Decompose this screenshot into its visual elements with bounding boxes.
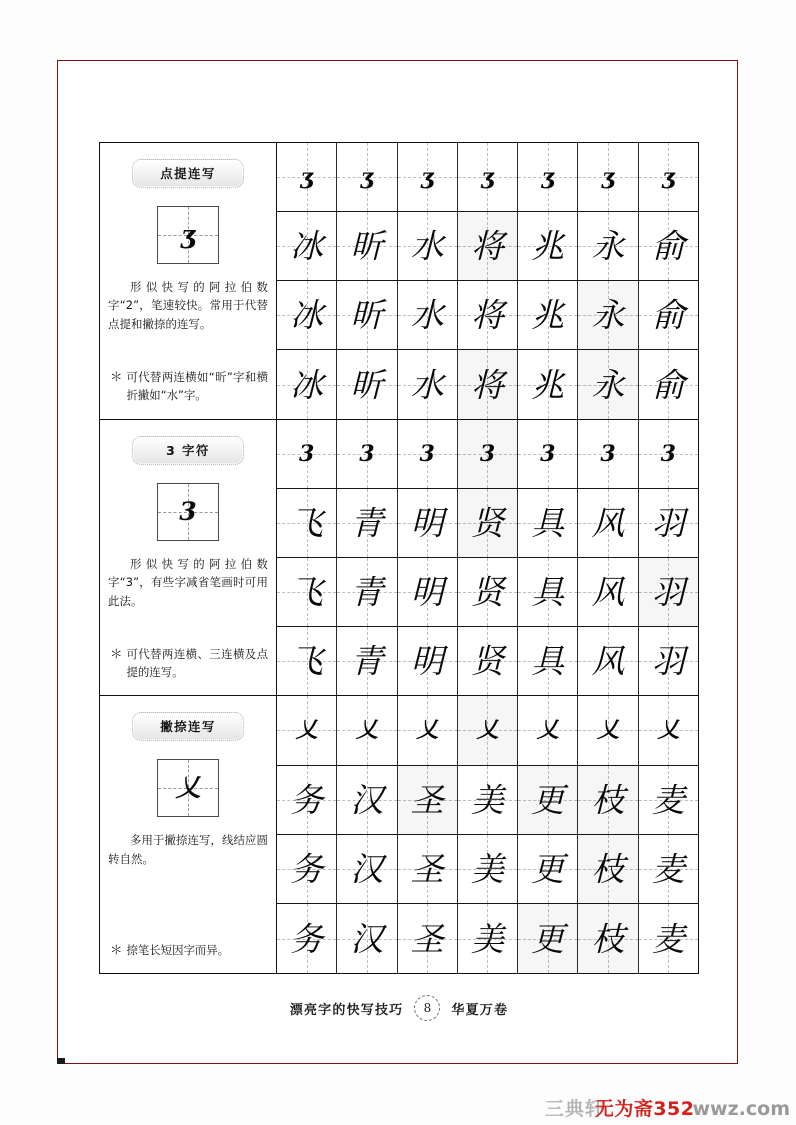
- practice-cell: [458, 489, 518, 557]
- practice-glyph: 羽: [651, 641, 685, 681]
- practice-glyph: 务: [290, 849, 324, 889]
- practice-cell: [578, 904, 638, 972]
- lesson-note: [110, 368, 268, 405]
- practice-cell: [578, 696, 638, 764]
- practice-glyph: 飞: [290, 641, 324, 681]
- practice-glyph: 乂: [295, 717, 318, 744]
- practice-glyph: 乂: [476, 717, 499, 744]
- practice-row-characters: [277, 558, 698, 627]
- asterisk-icon: ＊: [110, 941, 123, 957]
- practice-cell: [639, 835, 698, 903]
- practice-glyph: 冰: [290, 295, 324, 335]
- practice-glyph: 飞: [290, 503, 324, 543]
- practice-glyph: ʒ: [601, 164, 615, 191]
- practice-cell: [518, 904, 578, 972]
- practice-grid: [277, 696, 698, 973]
- practice-cell: [398, 904, 458, 972]
- lesson-info-column: [100, 696, 277, 973]
- practice-glyph: 具: [531, 641, 565, 681]
- practice-cell: [639, 766, 698, 834]
- practice-glyph: 贤: [470, 503, 504, 543]
- practice-cell: [277, 835, 337, 903]
- practice-cell: [398, 489, 458, 557]
- practice-row-characters: [277, 904, 698, 972]
- page-number-badge: 8: [414, 995, 440, 1021]
- watermark-site-name: 三典轩: [544, 1098, 605, 1120]
- practice-glyph: 贤: [470, 641, 504, 681]
- practice-glyph: 圣: [410, 849, 444, 889]
- practice-cell: [337, 627, 397, 695]
- badge-container: [108, 159, 268, 188]
- practice-row-characters: [277, 281, 698, 350]
- practice-glyph: ʒ: [541, 164, 555, 191]
- practice-cell: [337, 212, 397, 280]
- practice-glyph: 乂: [355, 717, 378, 744]
- practice-glyph: 俞: [651, 226, 685, 266]
- practice-table: [99, 142, 699, 974]
- practice-cell: [277, 766, 337, 834]
- practice-cell: [639, 558, 698, 626]
- practice-glyph: 贤: [470, 572, 504, 612]
- practice-cell: [518, 558, 578, 626]
- practice-row-stroke: [277, 143, 698, 212]
- stroke-demo-container: [108, 206, 268, 264]
- practice-cell: [458, 835, 518, 903]
- practice-glyph: 汉: [350, 919, 384, 959]
- practice-glyph: 飞: [290, 572, 324, 612]
- practice-row-characters: [277, 212, 698, 281]
- practice-cell: [337, 489, 397, 557]
- practice-glyph: 明: [410, 572, 444, 612]
- practice-cell: [337, 696, 397, 764]
- practice-glyph: ʒ: [300, 164, 313, 191]
- practice-cell: [518, 212, 578, 280]
- practice-glyph: 麦: [651, 919, 685, 959]
- practice-glyph: 圣: [410, 919, 444, 959]
- practice-cell: [277, 696, 337, 764]
- practice-cell: [458, 627, 518, 695]
- practice-row-characters: [277, 350, 698, 418]
- practice-cell: [518, 696, 578, 764]
- practice-glyph: 俞: [651, 295, 685, 335]
- practice-glyph: 3: [479, 440, 496, 467]
- practice-glyph: 乂: [657, 717, 680, 744]
- practice-glyph: 汉: [350, 849, 384, 889]
- lesson-info-column: [100, 420, 277, 696]
- practice-cell: [277, 212, 337, 280]
- asterisk-icon: ＊: [110, 369, 123, 385]
- practice-cell: [458, 350, 518, 418]
- practice-cell: [639, 281, 698, 349]
- practice-glyph: 具: [531, 503, 565, 543]
- lesson-description: 形似快写的阿拉伯数字“2”，笔速较快。常用于代替点提和撇捺的连写。: [108, 280, 268, 331]
- lesson-section: [100, 696, 698, 973]
- practice-cell: [337, 835, 397, 903]
- practice-cell: [578, 212, 638, 280]
- practice-glyph: 麦: [651, 849, 685, 889]
- practice-glyph: ʒ: [662, 164, 675, 191]
- practice-cell: [398, 212, 458, 280]
- practice-cell: [458, 281, 518, 349]
- practice-cell: [518, 766, 578, 834]
- practice-glyph: 美: [470, 780, 504, 820]
- practice-cell: [518, 143, 578, 211]
- practice-cell: [639, 212, 698, 280]
- corner-registration-mark: [57, 1058, 65, 1064]
- practice-cell: [337, 558, 397, 626]
- practice-cell: [578, 627, 638, 695]
- practice-glyph: 永: [591, 295, 625, 335]
- practice-glyph: 冰: [290, 226, 324, 266]
- practice-glyph: 羽: [651, 572, 685, 612]
- asterisk-icon: ＊: [110, 645, 123, 661]
- lesson-badge: 3 字符: [132, 436, 244, 465]
- practice-row-characters: [277, 835, 698, 904]
- practice-cell: [398, 143, 458, 211]
- lesson-description: 多用于撇捺连写，线结应圆转自然。: [108, 833, 268, 866]
- practice-glyph: 兆: [531, 226, 565, 266]
- practice-glyph: 3: [419, 440, 435, 467]
- practice-cell: [277, 143, 337, 211]
- practice-glyph: 枝: [591, 919, 625, 959]
- practice-glyph: 3: [359, 440, 375, 467]
- watermark: [545, 1094, 790, 1121]
- practice-glyph: 务: [290, 919, 324, 959]
- practice-cell: [458, 696, 518, 764]
- practice-glyph: 青: [350, 572, 384, 612]
- practice-cell: [398, 835, 458, 903]
- practice-glyph: 羽: [651, 503, 685, 543]
- lesson-section: [100, 143, 698, 420]
- practice-cell: [337, 281, 397, 349]
- lesson-note: [110, 645, 268, 682]
- practice-cell: [518, 627, 578, 695]
- practice-glyph: 昕: [350, 295, 384, 335]
- practice-cell: [578, 420, 638, 488]
- practice-glyph: 水: [410, 365, 444, 405]
- practice-glyph: ʒ: [420, 164, 434, 191]
- stroke-demo-box: [157, 206, 219, 264]
- lesson-info-column: [100, 143, 277, 419]
- practice-cell: [458, 558, 518, 626]
- practice-glyph: 乂: [416, 717, 439, 744]
- practice-glyph: 3: [660, 440, 676, 467]
- practice-cell: [578, 350, 638, 418]
- practice-cell: [639, 350, 698, 418]
- practice-cell: [277, 904, 337, 972]
- practice-row-characters: [277, 766, 698, 835]
- practice-cell: [277, 627, 337, 695]
- practice-cell: [337, 350, 397, 418]
- practice-cell: [398, 350, 458, 418]
- practice-glyph: 永: [591, 226, 625, 266]
- practice-cell: [639, 696, 698, 764]
- practice-cell: [639, 143, 698, 211]
- practice-glyph: 昕: [350, 365, 384, 405]
- practice-cell: [639, 489, 698, 557]
- practice-glyph: ʒ: [360, 164, 374, 191]
- practice-glyph: 美: [470, 919, 504, 959]
- practice-cell: [398, 627, 458, 695]
- practice-grid: [277, 143, 698, 419]
- practice-glyph: 务: [290, 780, 324, 820]
- practice-glyph: 水: [410, 295, 444, 335]
- practice-glyph: 风: [591, 503, 625, 543]
- practice-glyph: 枝: [591, 849, 625, 889]
- practice-glyph: 昕: [350, 226, 384, 266]
- practice-glyph: 更: [531, 780, 565, 820]
- practice-cell: [458, 766, 518, 834]
- lesson-badge: 撇捺连写: [132, 712, 244, 741]
- practice-cell: [578, 835, 638, 903]
- lesson-section: [100, 420, 698, 697]
- lesson-description: 形似快写的阿拉伯数字“3”，有些字减省笔画时可用此法。: [108, 556, 268, 608]
- practice-row-characters: [277, 627, 698, 695]
- practice-cell: [518, 420, 578, 488]
- practice-cell: [398, 696, 458, 764]
- practice-glyph: 乂: [536, 717, 559, 744]
- practice-glyph: 风: [591, 572, 625, 612]
- stroke-demo-container: [108, 483, 268, 541]
- practice-glyph: 乂: [597, 717, 620, 744]
- stroke-demo-glyph: 3: [179, 496, 197, 526]
- practice-cell: [337, 904, 397, 972]
- practice-glyph: 俞: [651, 365, 685, 405]
- stroke-demo-glyph: ʒ: [180, 220, 196, 249]
- practice-row-stroke: [277, 420, 698, 489]
- stroke-demo-box: [157, 483, 219, 541]
- lesson-note: [110, 941, 268, 959]
- badge-container: [108, 712, 268, 741]
- practice-glyph: 汉: [350, 780, 384, 820]
- practice-cell: [277, 350, 337, 418]
- watermark-domain: wwz.com: [692, 1098, 790, 1120]
- practice-cell: [639, 904, 698, 972]
- practice-glyph: 冰: [290, 365, 324, 405]
- practice-glyph: 3: [298, 440, 315, 467]
- practice-glyph: 水: [410, 226, 444, 266]
- practice-glyph: 具: [531, 572, 565, 612]
- practice-row-stroke: [277, 696, 698, 765]
- practice-cell: [458, 420, 518, 488]
- lesson-badge: 点提连写: [132, 159, 244, 188]
- stroke-demo-glyph: 乂: [175, 773, 201, 803]
- lesson-note-text: 可代替两连横如“昕”字和横折撇如“水”字。: [126, 370, 268, 403]
- practice-cell: [578, 281, 638, 349]
- practice-cell: [458, 212, 518, 280]
- book-title: 漂亮字的快写技巧: [289, 1002, 404, 1018]
- practice-row-characters: [277, 489, 698, 558]
- page-footer: [99, 995, 699, 1021]
- practice-glyph: 美: [470, 849, 504, 889]
- practice-cell: [277, 489, 337, 557]
- practice-glyph: 将: [470, 226, 504, 266]
- practice-cell: [578, 143, 638, 211]
- practice-cell: [458, 143, 518, 211]
- practice-grid: [277, 420, 698, 696]
- practice-cell: [277, 281, 337, 349]
- practice-glyph: 更: [531, 849, 565, 889]
- practice-cell: [639, 627, 698, 695]
- practice-cell: [337, 143, 397, 211]
- practice-glyph: 兆: [531, 295, 565, 335]
- practice-cell: [518, 281, 578, 349]
- practice-glyph: 风: [591, 641, 625, 681]
- practice-glyph: 明: [410, 641, 444, 681]
- practice-cell: [578, 766, 638, 834]
- practice-cell: [398, 766, 458, 834]
- practice-glyph: 更: [531, 919, 565, 959]
- practice-cell: [518, 350, 578, 418]
- lesson-note-text: 捺笔长短因字而异。: [126, 942, 230, 957]
- practice-cell: [277, 420, 337, 488]
- lesson-note-text: 可代替两连横、三连横及点提的连写。: [126, 646, 268, 679]
- watermark-red-text: 无为斋352: [594, 1098, 695, 1120]
- practice-cell: [578, 558, 638, 626]
- badge-container: [108, 436, 268, 465]
- stroke-demo-box: [157, 759, 219, 817]
- practice-glyph: 将: [470, 365, 504, 405]
- practice-glyph: 3: [540, 440, 556, 467]
- practice-glyph: 圣: [410, 780, 444, 820]
- practice-cell: [398, 558, 458, 626]
- practice-cell: [518, 489, 578, 557]
- practice-cell: [337, 420, 397, 488]
- practice-glyph: 麦: [651, 780, 685, 820]
- practice-glyph: 永: [591, 365, 625, 405]
- practice-cell: [578, 489, 638, 557]
- practice-cell: [337, 766, 397, 834]
- stroke-demo-container: [108, 759, 268, 817]
- practice-glyph: 明: [410, 503, 444, 543]
- practice-cell: [398, 281, 458, 349]
- practice-cell: [398, 420, 458, 488]
- practice-glyph: 兆: [531, 365, 565, 405]
- practice-glyph: 枝: [591, 780, 625, 820]
- publisher-name: 华夏万卷: [451, 1002, 509, 1018]
- practice-glyph: ʒ: [481, 164, 494, 191]
- practice-cell: [518, 835, 578, 903]
- practice-glyph: 青: [350, 503, 384, 543]
- practice-cell: [458, 904, 518, 972]
- practice-glyph: 青: [350, 641, 384, 681]
- practice-glyph: 3: [600, 440, 616, 467]
- practice-glyph: 将: [470, 295, 504, 335]
- practice-cell: [277, 558, 337, 626]
- practice-cell: [639, 420, 698, 488]
